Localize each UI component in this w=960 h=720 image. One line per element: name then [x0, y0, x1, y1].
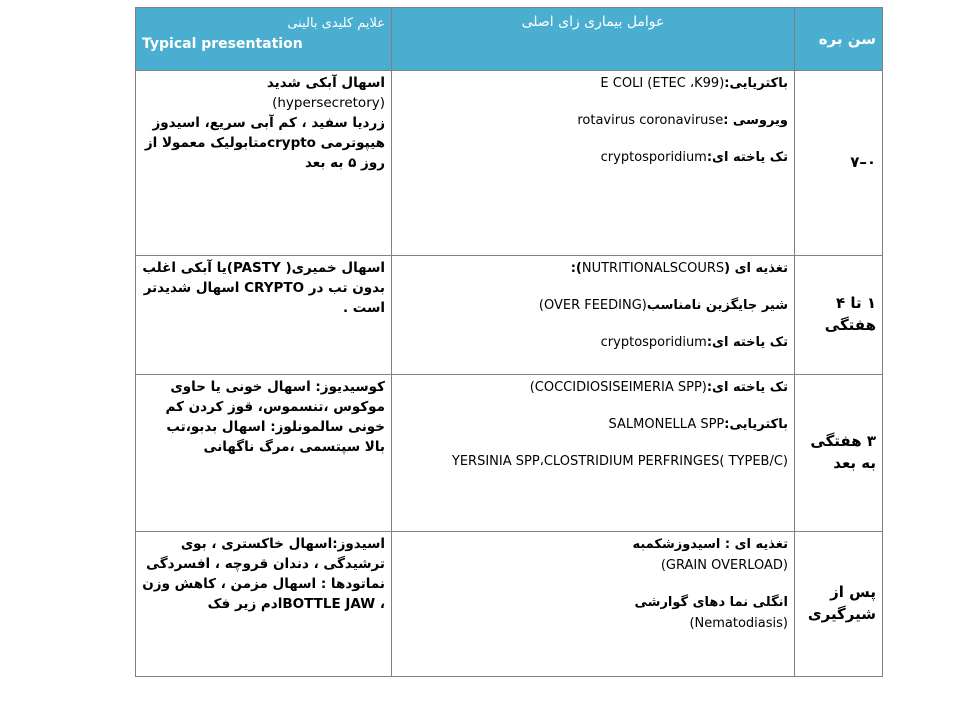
agent-line: باکتریایی:SALMONELLA SPP	[608, 417, 788, 432]
agent-line: شیر جایگزین نامناسب(OVER FEEDING)	[538, 298, 788, 313]
agents-cell	[392, 71, 795, 256]
table-row	[136, 532, 883, 677]
agents-cell	[392, 375, 795, 532]
agent-line: تک یاخته ای:cryptosporidium	[600, 335, 788, 350]
presentation-cell: اسیدوز:اسهال خاکستری ، بوی ترشیدگی ، دندان قروچه ، افسردگی نماتودها : اسهال مزمن ، کاهش وزن ، BOTTLE JAWادم زیر فک	[136, 532, 392, 677]
agent-line: YERSINIA SPP،CLOSTRIDIUM PERFRINGES( TYPEB/C)	[451, 454, 788, 469]
header-age: سن بره	[795, 8, 883, 71]
table-row	[136, 256, 883, 375]
agent-line: ویروسی :rotavirus coronaviruse	[577, 113, 788, 128]
presentation-cell	[136, 71, 392, 256]
presentation-cell: کوسیدیوز: اسهال خونی یا حاوی موکوس ،تنسموس، قوز کردن کم خونی سالمونلوز: اسهال بدبو،تب بالا سپتسمی ،مرگ ناگهانی	[136, 375, 392, 532]
agents-cell	[392, 256, 795, 375]
presentation-line: (hypersecretory)	[272, 95, 385, 111]
age-cell: ۳ هفتگی به بعد	[795, 375, 883, 532]
agents-cell	[392, 532, 795, 677]
header-row	[136, 8, 883, 71]
presentation-cell: اسهال خمیری( PASTY)یا آبکی اغلب بدون تب در CRYPTO اسهال شدیدتر است .	[136, 256, 392, 375]
age-cell: ۰–۷	[795, 71, 883, 256]
header-agents: عوامل بیماری زای اصلی	[392, 8, 795, 71]
presentation-line: زردیا سفید ، کم آبی سریع، اسیدوز هیپوترمی cryptoمتابولیک معمولا از روز ۵ به بعد	[144, 115, 385, 171]
agent-line: تغذیه ای : اسیدوزشکمبه (GRAIN OVERLOAD)	[632, 537, 788, 573]
header-presentation-en: Typical presentation	[142, 36, 303, 52]
header-presentation	[136, 8, 392, 71]
agent-line: تک یاخته ای:cryptosporidium	[600, 150, 788, 165]
agent-line: تغذیه ای (NUTRITIONALSCOURS):	[570, 261, 788, 276]
age-cell: پس از شیرگیری	[795, 532, 883, 677]
diarrhea-table	[135, 7, 883, 677]
table-row	[136, 71, 883, 256]
age-cell: ۱ تا ۴ هفتگی	[795, 256, 883, 375]
header-presentation-fa: علایم کلیدی بالینی	[287, 16, 385, 31]
agent-line: تک یاخته ای:(COCCIDIOSISEIMERIA SPP)	[529, 380, 788, 395]
agent-line: باکتریایی:E COLI (ETEC ،K99)	[600, 76, 788, 91]
table-row	[136, 375, 883, 532]
presentation-line: اسهال آبکی شدید	[266, 75, 385, 91]
agent-line: انگلی نما دهای گوارشی (Nematodiasis)	[634, 595, 788, 631]
